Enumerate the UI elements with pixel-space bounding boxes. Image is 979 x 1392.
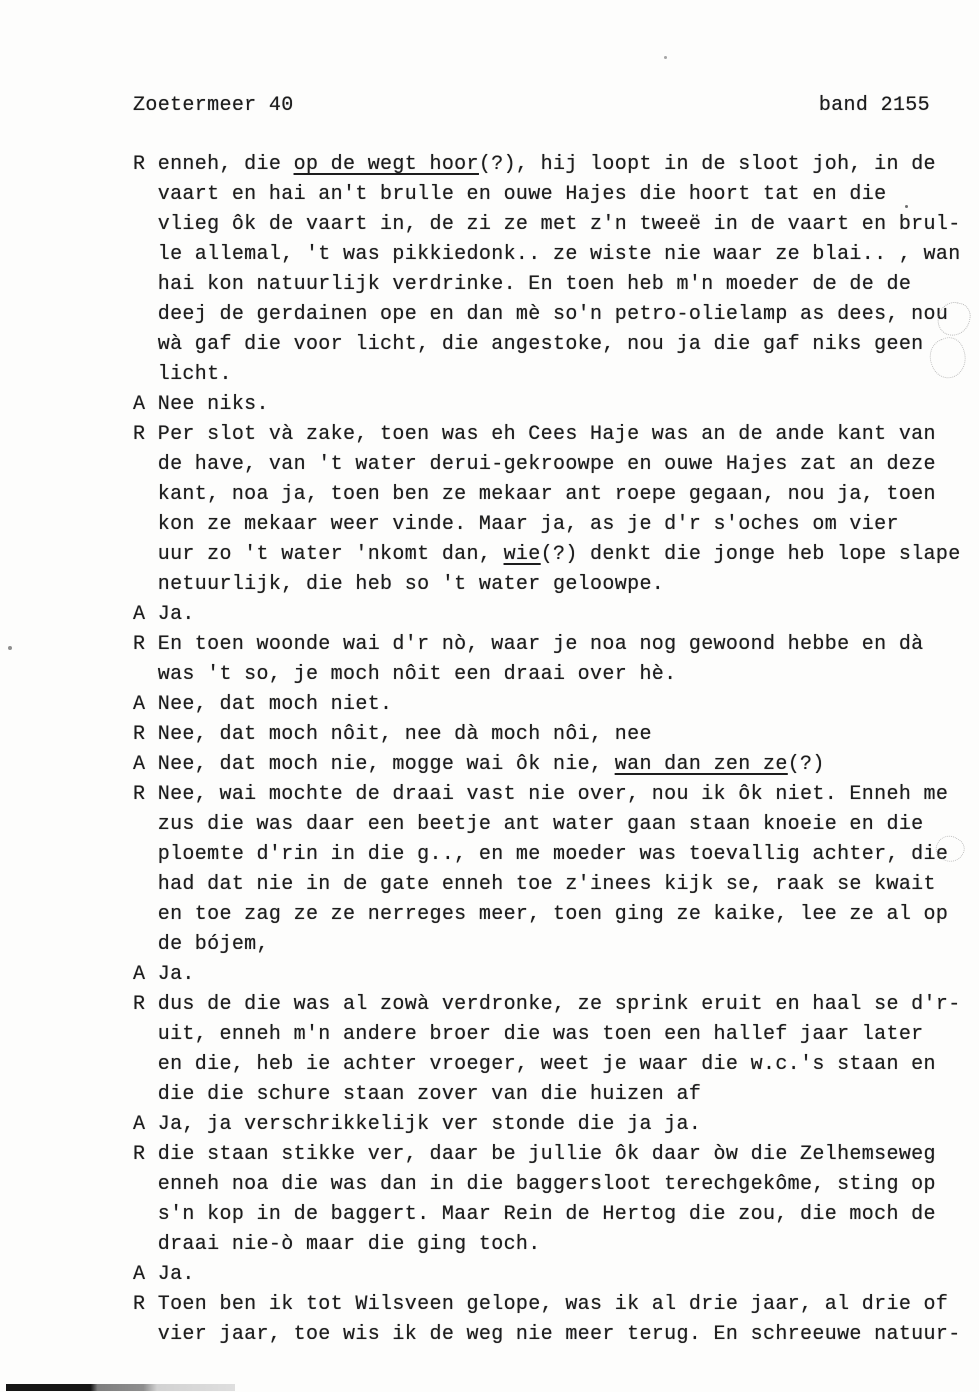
dialogue-text: enneh, die: [157, 153, 294, 176]
dialogue-text: de have, van 't water derui-gekroowpe en ouwe Hajes zat an deze: [157, 453, 936, 476]
dialogue-text: Nee niks.: [157, 393, 269, 416]
dialogue-line: [133, 690, 969, 720]
dialogue-line-continuation: [133, 210, 969, 240]
dialogue-text: had dat nie in de gate enneh toe z'inees kijk se, raak se kwait: [157, 873, 936, 896]
dialogue-line-continuation: [133, 930, 969, 960]
tape-band-number: band 2155: [818, 94, 930, 117]
speaker-label: [133, 483, 158, 506]
speaker-label: [133, 573, 158, 596]
dialogue-text: Ja.: [157, 963, 195, 986]
dialogue-line-continuation: [133, 810, 969, 840]
speaker-label: [133, 903, 158, 926]
dialogue-text: licht.: [157, 363, 232, 386]
speaker-label: [133, 333, 158, 356]
dialogue-line: [133, 960, 969, 990]
dialogue-text: vaart en hai an't brulle en ouwe Hajes die hoort tat en die: [157, 183, 887, 206]
dialogue-line: [133, 780, 969, 810]
underlined-phrase: wie: [503, 543, 541, 566]
dialogue-line: [133, 1140, 969, 1170]
speaker-label: [133, 243, 158, 266]
speaker-label: A: [133, 1263, 158, 1286]
speaker-label: R: [133, 633, 158, 656]
dialogue-text: Per slot và zake, toen was eh Cees Haje was an de ande kant van: [157, 423, 936, 446]
dialogue-text: dus de die was al zowà verdronke, ze sprink eruit en haal se d'r-: [157, 993, 961, 1016]
underlined-phrase: op de wegt hoor: [293, 153, 479, 176]
speaker-label: [133, 1053, 158, 1076]
dialogue-line-continuation: [133, 360, 969, 390]
speaker-label: A: [133, 393, 158, 416]
dialogue-text: die staan stikke ver, daar be jullie ôk daar òw die Zelhemseweg: [157, 1143, 936, 1166]
speaker-label: [133, 183, 158, 206]
dialogue-line: [133, 1110, 969, 1140]
dialogue-line: [133, 150, 969, 180]
dialogue-text: Ja, ja verschrikkelijk ver stonde die ja ja.: [157, 1113, 702, 1136]
scan-speck: [664, 56, 667, 59]
dialogue-line: [133, 990, 969, 1020]
speaker-label: [133, 663, 158, 686]
dialogue-text: vier jaar, toe wis ik de weg nie meer terug. En schreeuwe natuur-: [157, 1323, 961, 1346]
dialogue-line-continuation: [133, 540, 969, 570]
dialogue-line-continuation: [133, 1320, 969, 1350]
speaker-label: [133, 1173, 158, 1196]
dialogue-line-continuation: [133, 510, 969, 540]
dialogue-line-continuation: [133, 1050, 969, 1080]
speaker-label: R: [133, 423, 158, 446]
dialogue-line-continuation: [133, 660, 969, 690]
dialogue-text: Nee, wai mochte de draai vast nie over, nou ik ôk niet. Enneh me: [157, 783, 949, 806]
transcript: [133, 150, 969, 1350]
dialogue-line-continuation: [133, 1020, 969, 1050]
document-title: Zoetermeer 40: [133, 94, 294, 117]
speaker-label: [133, 843, 158, 866]
speaker-label: A: [133, 603, 158, 626]
page-header: [133, 94, 930, 118]
dialogue-text: kon ze mekaar weer vinde. Maar ja, as je d'r s'oches om vier: [157, 513, 899, 536]
dialogue-text: netuurlijk, die heb so 't water geloowpe.: [157, 573, 665, 596]
dialogue-text: kant, noa ja, toen ben ze mekaar ant roepe gegaan, nou ja, toen: [157, 483, 936, 506]
dialogue-text: Ja.: [157, 603, 195, 626]
speaker-label: R: [133, 723, 158, 746]
speaker-label: [133, 1083, 158, 1106]
speaker-label: [133, 213, 158, 236]
dialogue-line-continuation: [133, 1170, 969, 1200]
dialogue-line-continuation: [133, 1230, 969, 1260]
dialogue-text: Nee, dat moch nôit, nee dà moch nôi, nee: [157, 723, 652, 746]
speaker-label: R: [133, 153, 158, 176]
dialogue-text: zus die was daar een beetje ant water gaan staan knoeie en die: [157, 813, 924, 836]
scan-artifact-bar: [6, 1384, 235, 1391]
dialogue-text: Toen ben ik tot Wilsveen gelope, was ik al drie jaar, al drie of: [157, 1293, 949, 1316]
dialogue-text: uit, enneh m'n andere broer die was toen een hallef jaar later: [157, 1023, 924, 1046]
dialogue-line: [133, 390, 969, 420]
dialogue-line: [133, 720, 969, 750]
dialogue-line-continuation: [133, 840, 969, 870]
speaker-label: [133, 1233, 158, 1256]
dialogue-line-continuation: [133, 900, 969, 930]
speaker-label: [133, 813, 158, 836]
speaker-label: R: [133, 1143, 158, 1166]
dialogue-text: en die, heb ie achter vroeger, weet je waar die w.c.'s staan en: [157, 1053, 936, 1076]
dialogue-text: En toen woonde wai d'r nò, waar je noa nog gewoond hebbe en dà: [157, 633, 924, 656]
dialogue-line-continuation: [133, 330, 969, 360]
dialogue-line-continuation: [133, 180, 969, 210]
dialogue-text: hai kon natuurlijk verdrinke. En toen heb m'n moeder de de de: [157, 273, 912, 296]
dialogue-line-continuation: [133, 270, 969, 300]
dialogue-text: le allemal, 't was pikkiedonk.. ze wiste nie waar ze blai.. , wan: [157, 243, 961, 266]
speaker-label: [133, 513, 158, 536]
dialogue-text: die die schure staan zover van die huizen af: [157, 1083, 702, 1106]
dialogue-line: [133, 750, 969, 780]
speaker-label: [133, 303, 158, 326]
dialogue-text: (?) denkt die jonge heb lope slape: [540, 543, 961, 566]
speaker-label: A: [133, 1113, 158, 1136]
dialogue-line-continuation: [133, 1200, 969, 1230]
speaker-label: A: [133, 693, 158, 716]
dialogue-line-continuation: [133, 450, 969, 480]
speaker-label: [133, 273, 158, 296]
speaker-label: R: [133, 993, 158, 1016]
dialogue-line-continuation: [133, 480, 969, 510]
speaker-label: R: [133, 1293, 158, 1316]
dialogue-line: [133, 630, 969, 660]
dialogue-line-continuation: [133, 240, 969, 270]
dialogue-text: was 't so, je moch nôit een draai over hè.: [157, 663, 677, 686]
underlined-phrase: wan dan zen ze: [614, 753, 788, 776]
dialogue-line: [133, 420, 969, 450]
dialogue-line-continuation: [133, 1080, 969, 1110]
speaker-label: R: [133, 783, 158, 806]
dialogue-text: en toe zag ze ze nerreges meer, toen ging ze kaike, lee ze al op: [157, 903, 949, 926]
speaker-label: [133, 363, 158, 386]
speaker-label: [133, 1323, 158, 1346]
speaker-label: [133, 1023, 158, 1046]
speaker-label: [133, 453, 158, 476]
dialogue-text: uur zo 't water 'nkomt dan,: [157, 543, 504, 566]
dialogue-line: [133, 1260, 969, 1290]
dialogue-line-continuation: [133, 570, 969, 600]
dialogue-line: [133, 1290, 969, 1320]
speaker-label: [133, 543, 158, 566]
dialogue-text: draai nie-ò maar die ging toch.: [157, 1233, 541, 1256]
dialogue-text: (?): [787, 753, 825, 776]
dialogue-text: ploemte d'rin in die g.., en me moeder was toevallig achter, die: [157, 843, 949, 866]
speaker-label: A: [133, 963, 158, 986]
scan-speck: [8, 646, 12, 650]
dialogue-text: wà gaf die voor licht, die angestoke, nou ja die gaf niks geen: [157, 333, 924, 356]
dialogue-text: enneh noa die was dan in die baggersloot terechgekôme, sting op: [157, 1173, 936, 1196]
dialogue-line: [133, 600, 969, 630]
speaker-label: [133, 933, 158, 956]
speaker-label: A: [133, 753, 158, 776]
dialogue-text: Nee, dat moch nie, mogge wai ôk nie,: [157, 753, 615, 776]
dialogue-text: deej de gerdainen ope en dan mè so'n petro-olielamp as dees, nou: [157, 303, 949, 326]
speaker-label: [133, 873, 158, 896]
dialogue-line-continuation: [133, 300, 969, 330]
dialogue-text: de bójem,: [157, 933, 269, 956]
dialogue-line-continuation: [133, 870, 969, 900]
dialogue-text: (?), hij loopt in de sloot joh, in de: [478, 153, 936, 176]
speaker-label: [133, 1203, 158, 1226]
dialogue-text: Nee, dat moch niet.: [157, 693, 393, 716]
dialogue-text: Ja.: [157, 1263, 195, 1286]
dialogue-text: s'n kop in de baggert. Maar Rein de Hertog die zou, die moch de: [157, 1203, 936, 1226]
dialogue-text: vlieg ôk de vaart in, de zi ze met z'n tweeë in de vaart en brul-: [157, 213, 961, 236]
